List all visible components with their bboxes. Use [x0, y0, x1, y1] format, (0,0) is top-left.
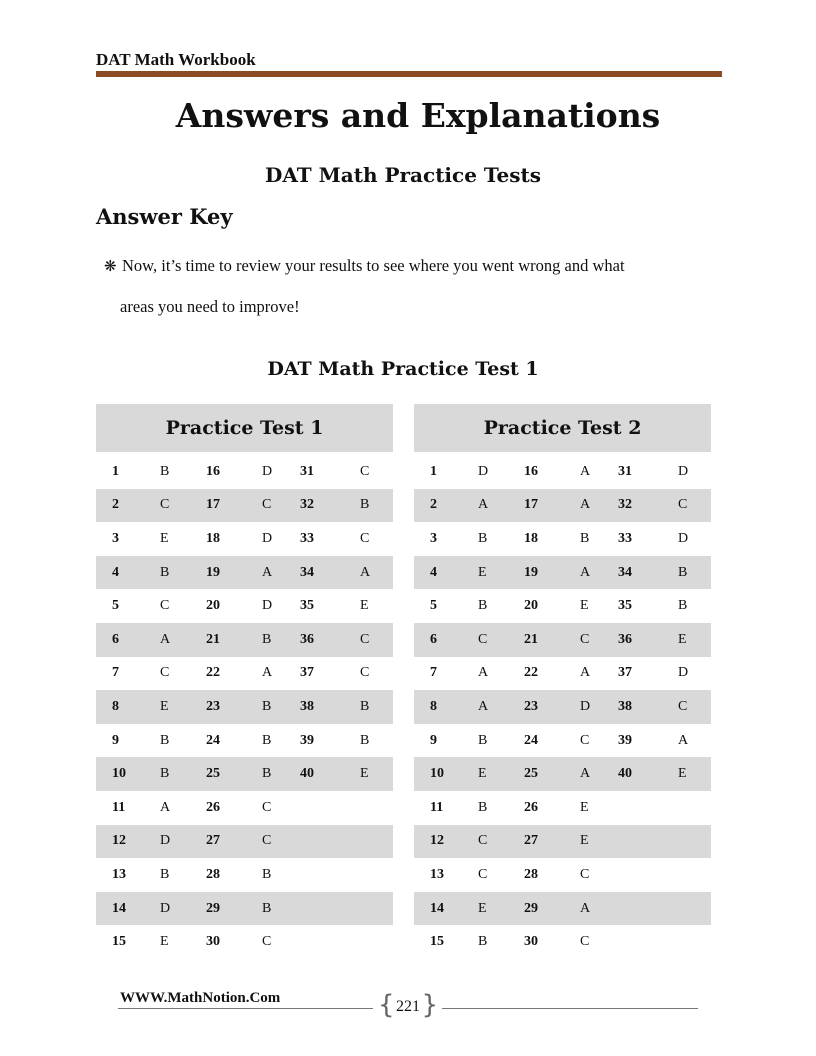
- table-row: [414, 757, 711, 791]
- answer-letter: [664, 825, 711, 859]
- answer-letter: D: [262, 463, 273, 479]
- answer-letter: [346, 791, 393, 825]
- question-number: 34: [290, 556, 346, 590]
- answer-letter: D: [678, 463, 689, 479]
- answer-letter: C: [664, 489, 711, 523]
- answer-letter: [664, 791, 711, 825]
- question-number: [608, 858, 664, 892]
- question-number: 38: [608, 690, 664, 724]
- answer-letter: C: [244, 489, 290, 523]
- answer-letter: E: [562, 825, 608, 859]
- answer-letter: A: [244, 556, 290, 590]
- question-number: 19: [512, 556, 562, 590]
- question-number: [290, 825, 346, 859]
- bullet-icon: ❋: [104, 259, 117, 275]
- answer-letter: B: [244, 757, 290, 791]
- question-number: 25: [194, 757, 244, 791]
- answer-letter: B: [148, 556, 194, 590]
- answer-letter: B: [360, 732, 370, 748]
- question-number: 4: [96, 556, 148, 590]
- page-number-box: [378, 990, 438, 1024]
- answer-letter: [346, 892, 393, 926]
- intro-text-1: Now, it’s time to review your results to see where you went wrong and what: [122, 256, 625, 275]
- page-number: 221: [396, 998, 420, 1015]
- answer-letter: A: [148, 623, 194, 657]
- answer-letter: B: [478, 732, 488, 748]
- table-row: [414, 489, 711, 523]
- answer-letter: B: [244, 690, 290, 724]
- answer-letter: E: [346, 757, 393, 791]
- answer-letter: C: [466, 623, 512, 657]
- answer-letter: [346, 825, 393, 859]
- answer-letter: A: [562, 757, 608, 791]
- question-number: 38: [290, 690, 346, 724]
- answer-letter: B: [244, 623, 290, 657]
- answer-letter: C: [562, 623, 608, 657]
- running-head: DAT Math Workbook: [96, 50, 256, 69]
- question-number: 22: [524, 665, 538, 681]
- answer-letter: C: [360, 463, 370, 479]
- question-number: 40: [608, 757, 664, 791]
- answer-letter: D: [678, 665, 689, 681]
- answer-letter: E: [580, 799, 589, 815]
- table-row: [96, 791, 393, 825]
- question-number: 20: [206, 598, 220, 614]
- page-subtitle: DAT Math Practice Tests: [265, 163, 541, 187]
- question-number: 23: [512, 690, 562, 724]
- table-row: [96, 589, 393, 623]
- answer-letter: C: [580, 866, 590, 882]
- intro-line-2: areas you need to improve!: [120, 297, 300, 316]
- answer-letter: B: [244, 892, 290, 926]
- table-row: [96, 623, 393, 657]
- question-number: [608, 892, 664, 926]
- answer-letter: [346, 858, 393, 892]
- page-title: Answers and Explanations: [175, 96, 661, 135]
- question-number: 16: [206, 463, 220, 479]
- question-number: 37: [300, 665, 314, 681]
- answer-letter: B: [346, 489, 393, 523]
- question-number: 31: [300, 463, 314, 479]
- table-row: [96, 522, 393, 556]
- question-number: 19: [194, 556, 244, 590]
- question-number: 22: [206, 665, 220, 681]
- table-row: [96, 858, 393, 892]
- question-number: 2: [414, 489, 466, 523]
- question-number: 40: [290, 757, 346, 791]
- question-number: 10: [414, 757, 466, 791]
- question-number: 3: [112, 530, 119, 546]
- answer-letter: D: [262, 598, 273, 614]
- answer-letter: C: [262, 934, 272, 950]
- question-number: 10: [96, 757, 148, 791]
- table-caption: Practice Test 1: [96, 404, 393, 452]
- question-number: 21: [194, 623, 244, 657]
- answer-letter: C: [466, 825, 512, 859]
- answer-letter: B: [148, 757, 194, 791]
- question-number: 12: [414, 825, 466, 859]
- table-row: [96, 455, 393, 489]
- answer-letter: C: [160, 598, 170, 614]
- table-row: [96, 757, 393, 791]
- question-number: 5: [112, 598, 119, 614]
- question-number: [290, 791, 346, 825]
- answer-letter: B: [478, 598, 488, 614]
- question-number: 34: [608, 556, 664, 590]
- table-row: [414, 522, 711, 556]
- question-number: 26: [206, 799, 220, 815]
- question-number: 11: [430, 799, 444, 815]
- question-number: 7: [430, 665, 437, 681]
- answer-letter: [664, 858, 711, 892]
- table-row: [414, 623, 711, 657]
- answer-letter: D: [262, 530, 273, 546]
- question-number: 24: [524, 732, 538, 748]
- question-number: 13: [112, 866, 126, 882]
- table-row: [96, 690, 393, 724]
- table-row: [414, 589, 711, 623]
- question-number: 8: [96, 690, 148, 724]
- answer-letter: B: [262, 866, 272, 882]
- question-number: 18: [206, 530, 220, 546]
- question-number: 14: [414, 892, 466, 926]
- answer-letter: A: [580, 463, 591, 479]
- question-number: 7: [112, 665, 119, 681]
- answer-letter: B: [478, 799, 488, 815]
- question-number: 6: [96, 623, 148, 657]
- section-heading: Answer Key: [96, 204, 233, 229]
- answer-letter: A: [466, 690, 512, 724]
- footer-rule-left: [118, 1008, 373, 1009]
- answer-letter: C: [360, 530, 370, 546]
- question-number: 39: [300, 732, 314, 748]
- answer-letter: E: [360, 598, 369, 614]
- question-number: 25: [512, 757, 562, 791]
- question-number: 37: [618, 665, 632, 681]
- question-number: 26: [524, 799, 538, 815]
- answer-letter: A: [160, 799, 171, 815]
- table-row: [96, 489, 393, 523]
- question-number: 12: [96, 825, 148, 859]
- table-row: [414, 858, 711, 892]
- question-number: 36: [290, 623, 346, 657]
- question-number: 33: [300, 530, 314, 546]
- answer-letter: B: [478, 530, 488, 546]
- answer-letter: D: [478, 463, 489, 479]
- question-number: 39: [618, 732, 632, 748]
- question-number: 9: [112, 732, 119, 748]
- footer-url: WWW.MathNotion.Com: [120, 990, 281, 1006]
- question-number: [608, 791, 664, 825]
- table-row: [96, 825, 393, 859]
- answer-letter: A: [466, 489, 512, 523]
- footer-rule-right: [442, 1008, 698, 1009]
- answer-table-test-1: [96, 404, 393, 959]
- answer-letter: C: [478, 866, 488, 882]
- question-number: [608, 925, 664, 959]
- answer-letter: B: [160, 463, 170, 479]
- question-number: 27: [512, 825, 562, 859]
- question-number: 14: [96, 892, 148, 926]
- answer-letter: B: [664, 556, 711, 590]
- answer-letter: C: [160, 665, 170, 681]
- answer-letter: [664, 892, 711, 926]
- question-number: 21: [512, 623, 562, 657]
- answer-letter: E: [466, 892, 512, 926]
- table-row: [414, 455, 711, 489]
- answer-letter: B: [262, 732, 272, 748]
- answer-letter: [664, 925, 711, 959]
- answer-letter: B: [160, 866, 170, 882]
- question-number: 3: [430, 530, 437, 546]
- question-number: 15: [112, 934, 126, 950]
- question-number: [608, 825, 664, 859]
- question-number: 11: [112, 799, 126, 815]
- table-row: [96, 657, 393, 691]
- answer-letter: C: [360, 665, 370, 681]
- question-number: 6: [414, 623, 466, 657]
- answer-letter: E: [160, 530, 169, 546]
- answer-letter: [346, 925, 393, 959]
- question-number: 17: [512, 489, 562, 523]
- table-row: [96, 556, 393, 590]
- question-number: 23: [194, 690, 244, 724]
- answer-letter: B: [478, 934, 488, 950]
- question-number: 30: [524, 934, 538, 950]
- table-row: [414, 657, 711, 691]
- answer-letter: E: [466, 757, 512, 791]
- answer-letter: D: [678, 530, 689, 546]
- question-number: 4: [414, 556, 466, 590]
- answer-letter: D: [148, 825, 194, 859]
- header-rule: [96, 71, 722, 77]
- question-number: 20: [524, 598, 538, 614]
- answer-letter: A: [562, 489, 608, 523]
- answer-letter: E: [580, 598, 589, 614]
- table-row: [96, 724, 393, 758]
- answer-letter: D: [148, 892, 194, 926]
- question-number: 15: [430, 934, 444, 950]
- answer-letter: A: [346, 556, 393, 590]
- question-number: 35: [618, 598, 632, 614]
- question-number: 28: [524, 866, 538, 882]
- question-number: 30: [206, 934, 220, 950]
- question-number: 1: [430, 463, 437, 479]
- question-number: 27: [194, 825, 244, 859]
- table-row: [414, 724, 711, 758]
- question-number: 28: [206, 866, 220, 882]
- table-caption: Practice Test 2: [414, 404, 711, 452]
- table-row: [414, 925, 711, 959]
- question-number: 18: [524, 530, 538, 546]
- table-row: [96, 925, 393, 959]
- question-number: 29: [512, 892, 562, 926]
- question-number: 16: [524, 463, 538, 479]
- answer-letter: A: [478, 665, 489, 681]
- table-row: [414, 556, 711, 590]
- question-number: 5: [430, 598, 437, 614]
- question-number: 17: [194, 489, 244, 523]
- table-row: [96, 892, 393, 926]
- table-row: [414, 791, 711, 825]
- answer-letter: C: [346, 623, 393, 657]
- table-row: [414, 690, 711, 724]
- answer-letter: B: [580, 530, 590, 546]
- question-number: 2: [96, 489, 148, 523]
- answer-letter: C: [580, 934, 590, 950]
- answer-letter: A: [262, 665, 273, 681]
- intro-line-1: [104, 246, 704, 287]
- answer-letter: B: [678, 598, 688, 614]
- question-number: 1: [112, 463, 119, 479]
- question-number: 8: [414, 690, 466, 724]
- question-number: 29: [194, 892, 244, 926]
- question-number: 35: [300, 598, 314, 614]
- answer-letter: A: [678, 732, 689, 748]
- question-number: 24: [206, 732, 220, 748]
- answer-letter: A: [562, 556, 608, 590]
- answer-table-test-2: [414, 404, 711, 959]
- answer-letter: E: [664, 623, 711, 657]
- answer-letter: C: [580, 732, 590, 748]
- question-number: 32: [290, 489, 346, 523]
- answer-letter: C: [262, 799, 272, 815]
- question-number: 36: [608, 623, 664, 657]
- answer-letter: C: [244, 825, 290, 859]
- question-number: 9: [430, 732, 437, 748]
- question-number: 33: [618, 530, 632, 546]
- table-row: [414, 825, 711, 859]
- table-row: [414, 892, 711, 926]
- answer-letter: E: [160, 934, 169, 950]
- question-number: 32: [608, 489, 664, 523]
- intro-paragraph: [104, 246, 704, 327]
- answer-letter: A: [580, 665, 591, 681]
- answer-letter: C: [148, 489, 194, 523]
- answer-letter: E: [466, 556, 512, 590]
- answer-letter: C: [664, 690, 711, 724]
- question-number: [290, 925, 346, 959]
- answer-letter: E: [148, 690, 194, 724]
- answer-letter: A: [562, 892, 608, 926]
- answer-letter: B: [346, 690, 393, 724]
- left-brace-icon: {: [378, 990, 395, 1020]
- question-number: 31: [618, 463, 632, 479]
- question-number: [290, 858, 346, 892]
- test-heading: DAT Math Practice Test 1: [267, 358, 539, 380]
- question-number: 13: [430, 866, 444, 882]
- answer-letter: E: [664, 757, 711, 791]
- right-brace-icon: }: [421, 990, 438, 1020]
- answer-letter: D: [562, 690, 608, 724]
- question-number: [290, 892, 346, 926]
- answer-letter: B: [160, 732, 170, 748]
